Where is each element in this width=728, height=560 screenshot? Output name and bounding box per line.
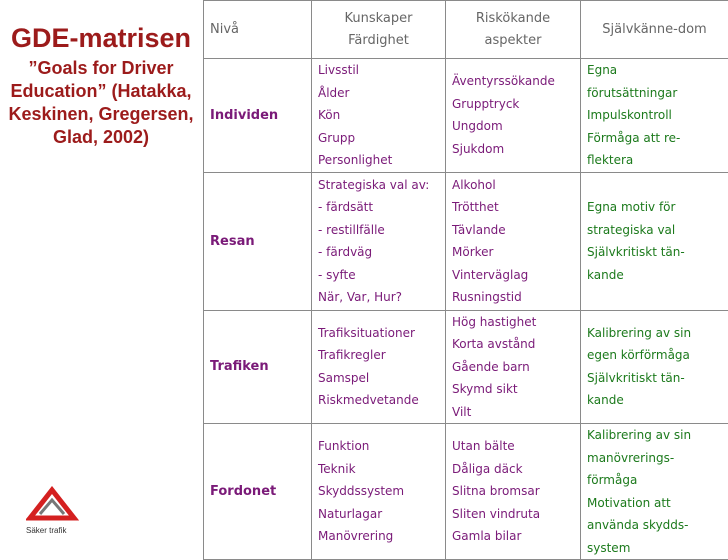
cell-line: Rusningstid xyxy=(452,286,574,309)
cell-line: Kalibrering av sin xyxy=(587,322,722,345)
cell-line: - färdsätt xyxy=(318,196,439,219)
cell-line: använda skydds- xyxy=(587,514,722,537)
cell-line: Gående barn xyxy=(452,356,574,379)
table-row xyxy=(204,424,728,560)
cell-line: Egna xyxy=(587,59,722,82)
cell-line: Funktion xyxy=(318,435,439,458)
cell-selfaware xyxy=(581,59,728,173)
table-body xyxy=(204,59,728,560)
cell-line: Grupptryck xyxy=(452,93,574,116)
cell-line: Skymd sikt xyxy=(452,378,574,401)
table-header-row xyxy=(204,1,728,59)
cell-line: Gamla bilar xyxy=(452,525,574,548)
cell-knowledge xyxy=(312,59,446,173)
table-row xyxy=(204,59,728,173)
cell-line: Kalibrering av sin xyxy=(587,424,722,447)
cell-line: - färdväg xyxy=(318,241,439,264)
cell-line: Dåliga däck xyxy=(452,458,574,481)
cell-line: Livsstil xyxy=(318,59,439,82)
cell-line: Strategiska val av: xyxy=(318,174,439,197)
cell-line: - syfte xyxy=(318,264,439,287)
cell-line: Trafiksituationer xyxy=(318,322,439,345)
cell-line: Självkritiskt tän- xyxy=(587,367,722,390)
ntf-logo-icon xyxy=(26,486,82,526)
cell-selfaware xyxy=(581,310,728,424)
cell-line: system xyxy=(587,537,722,560)
cell-line: kande xyxy=(587,389,722,412)
cell-selfaware xyxy=(581,424,728,560)
cell-line: kande xyxy=(587,264,722,287)
logo-text: Säker trafik xyxy=(26,526,66,535)
cell-line: Egna motiv för xyxy=(587,196,722,219)
cell-risk xyxy=(446,310,581,424)
cell-line: Sliten vindruta xyxy=(452,503,574,526)
header-risk: Riskökande aspekter xyxy=(446,1,581,59)
row-level-label: Individen xyxy=(204,59,312,173)
cell-line: förmåga xyxy=(587,469,722,492)
cell-line: Grupp xyxy=(318,127,439,150)
cell-line: Vinterväglag xyxy=(452,264,574,287)
cell-line: Utan bälte xyxy=(452,435,574,458)
table-row xyxy=(204,172,728,310)
cell-selfaware xyxy=(581,172,728,310)
cell-knowledge xyxy=(312,310,446,424)
title-subtitle: ”Goals for Driver Education” (Hatakka, Keskinen, Gregersen, Glad, 2002) xyxy=(8,57,194,149)
cell-line: Ungdom xyxy=(452,115,574,138)
header-level: Nivå xyxy=(204,1,312,59)
cell-line: - restillfälle xyxy=(318,219,439,242)
cell-line: Mörker xyxy=(452,241,574,264)
cell-line: När, Var, Hur? xyxy=(318,286,439,309)
cell-line: Naturlagar xyxy=(318,503,439,526)
cell-risk xyxy=(446,424,581,560)
cell-line: Korta avstånd xyxy=(452,333,574,356)
cell-risk xyxy=(446,59,581,173)
cell-knowledge xyxy=(312,172,446,310)
cell-line: egen körförmåga xyxy=(587,344,722,367)
cell-line: Äventyrssökande xyxy=(452,70,574,93)
title-main: GDE-matrisen xyxy=(8,22,194,55)
cell-line: Självkritiskt tän- xyxy=(587,241,722,264)
cell-line: Trötthet xyxy=(452,196,574,219)
title-panel xyxy=(0,0,196,546)
cell-line: flektera xyxy=(587,149,722,172)
cell-line: Riskmedvetande xyxy=(318,389,439,412)
cell-line: Manövrering xyxy=(318,525,439,548)
cell-line: förutsättningar xyxy=(587,82,722,105)
cell-line: Motivation att xyxy=(587,492,722,515)
cell-line: strategiska val xyxy=(587,219,722,242)
header-knowledge: Kunskaper Färdighet xyxy=(312,1,446,59)
row-level-label: Fordonet xyxy=(204,424,312,560)
cell-line: Tävlande xyxy=(452,219,574,242)
cell-line: manövrerings- xyxy=(587,447,722,470)
slide-title xyxy=(8,22,194,149)
cell-line: Vilt xyxy=(452,401,574,424)
ntf-logo xyxy=(26,486,82,540)
header-selfaware: Självkänne-dom xyxy=(581,1,728,59)
cell-line: Alkohol xyxy=(452,174,574,197)
cell-line: Personlighet xyxy=(318,149,439,172)
cell-line: Slitna bromsar xyxy=(452,480,574,503)
cell-risk xyxy=(446,172,581,310)
cell-line: Skyddssystem xyxy=(318,480,439,503)
cell-line: Trafikregler xyxy=(318,344,439,367)
cell-line: Kön xyxy=(318,104,439,127)
cell-line: Impulskontroll xyxy=(587,104,722,127)
cell-knowledge xyxy=(312,424,446,560)
row-level-label: Resan xyxy=(204,172,312,310)
cell-line: Förmåga att re- xyxy=(587,127,722,150)
table-row xyxy=(204,310,728,424)
cell-line: Teknik xyxy=(318,458,439,481)
cell-line: Ålder xyxy=(318,82,439,105)
cell-line: Hög hastighet xyxy=(452,311,574,334)
gde-matrix-table xyxy=(203,0,728,560)
row-level-label: Trafiken xyxy=(204,310,312,424)
cell-line: Samspel xyxy=(318,367,439,390)
cell-line: Sjukdom xyxy=(452,138,574,161)
